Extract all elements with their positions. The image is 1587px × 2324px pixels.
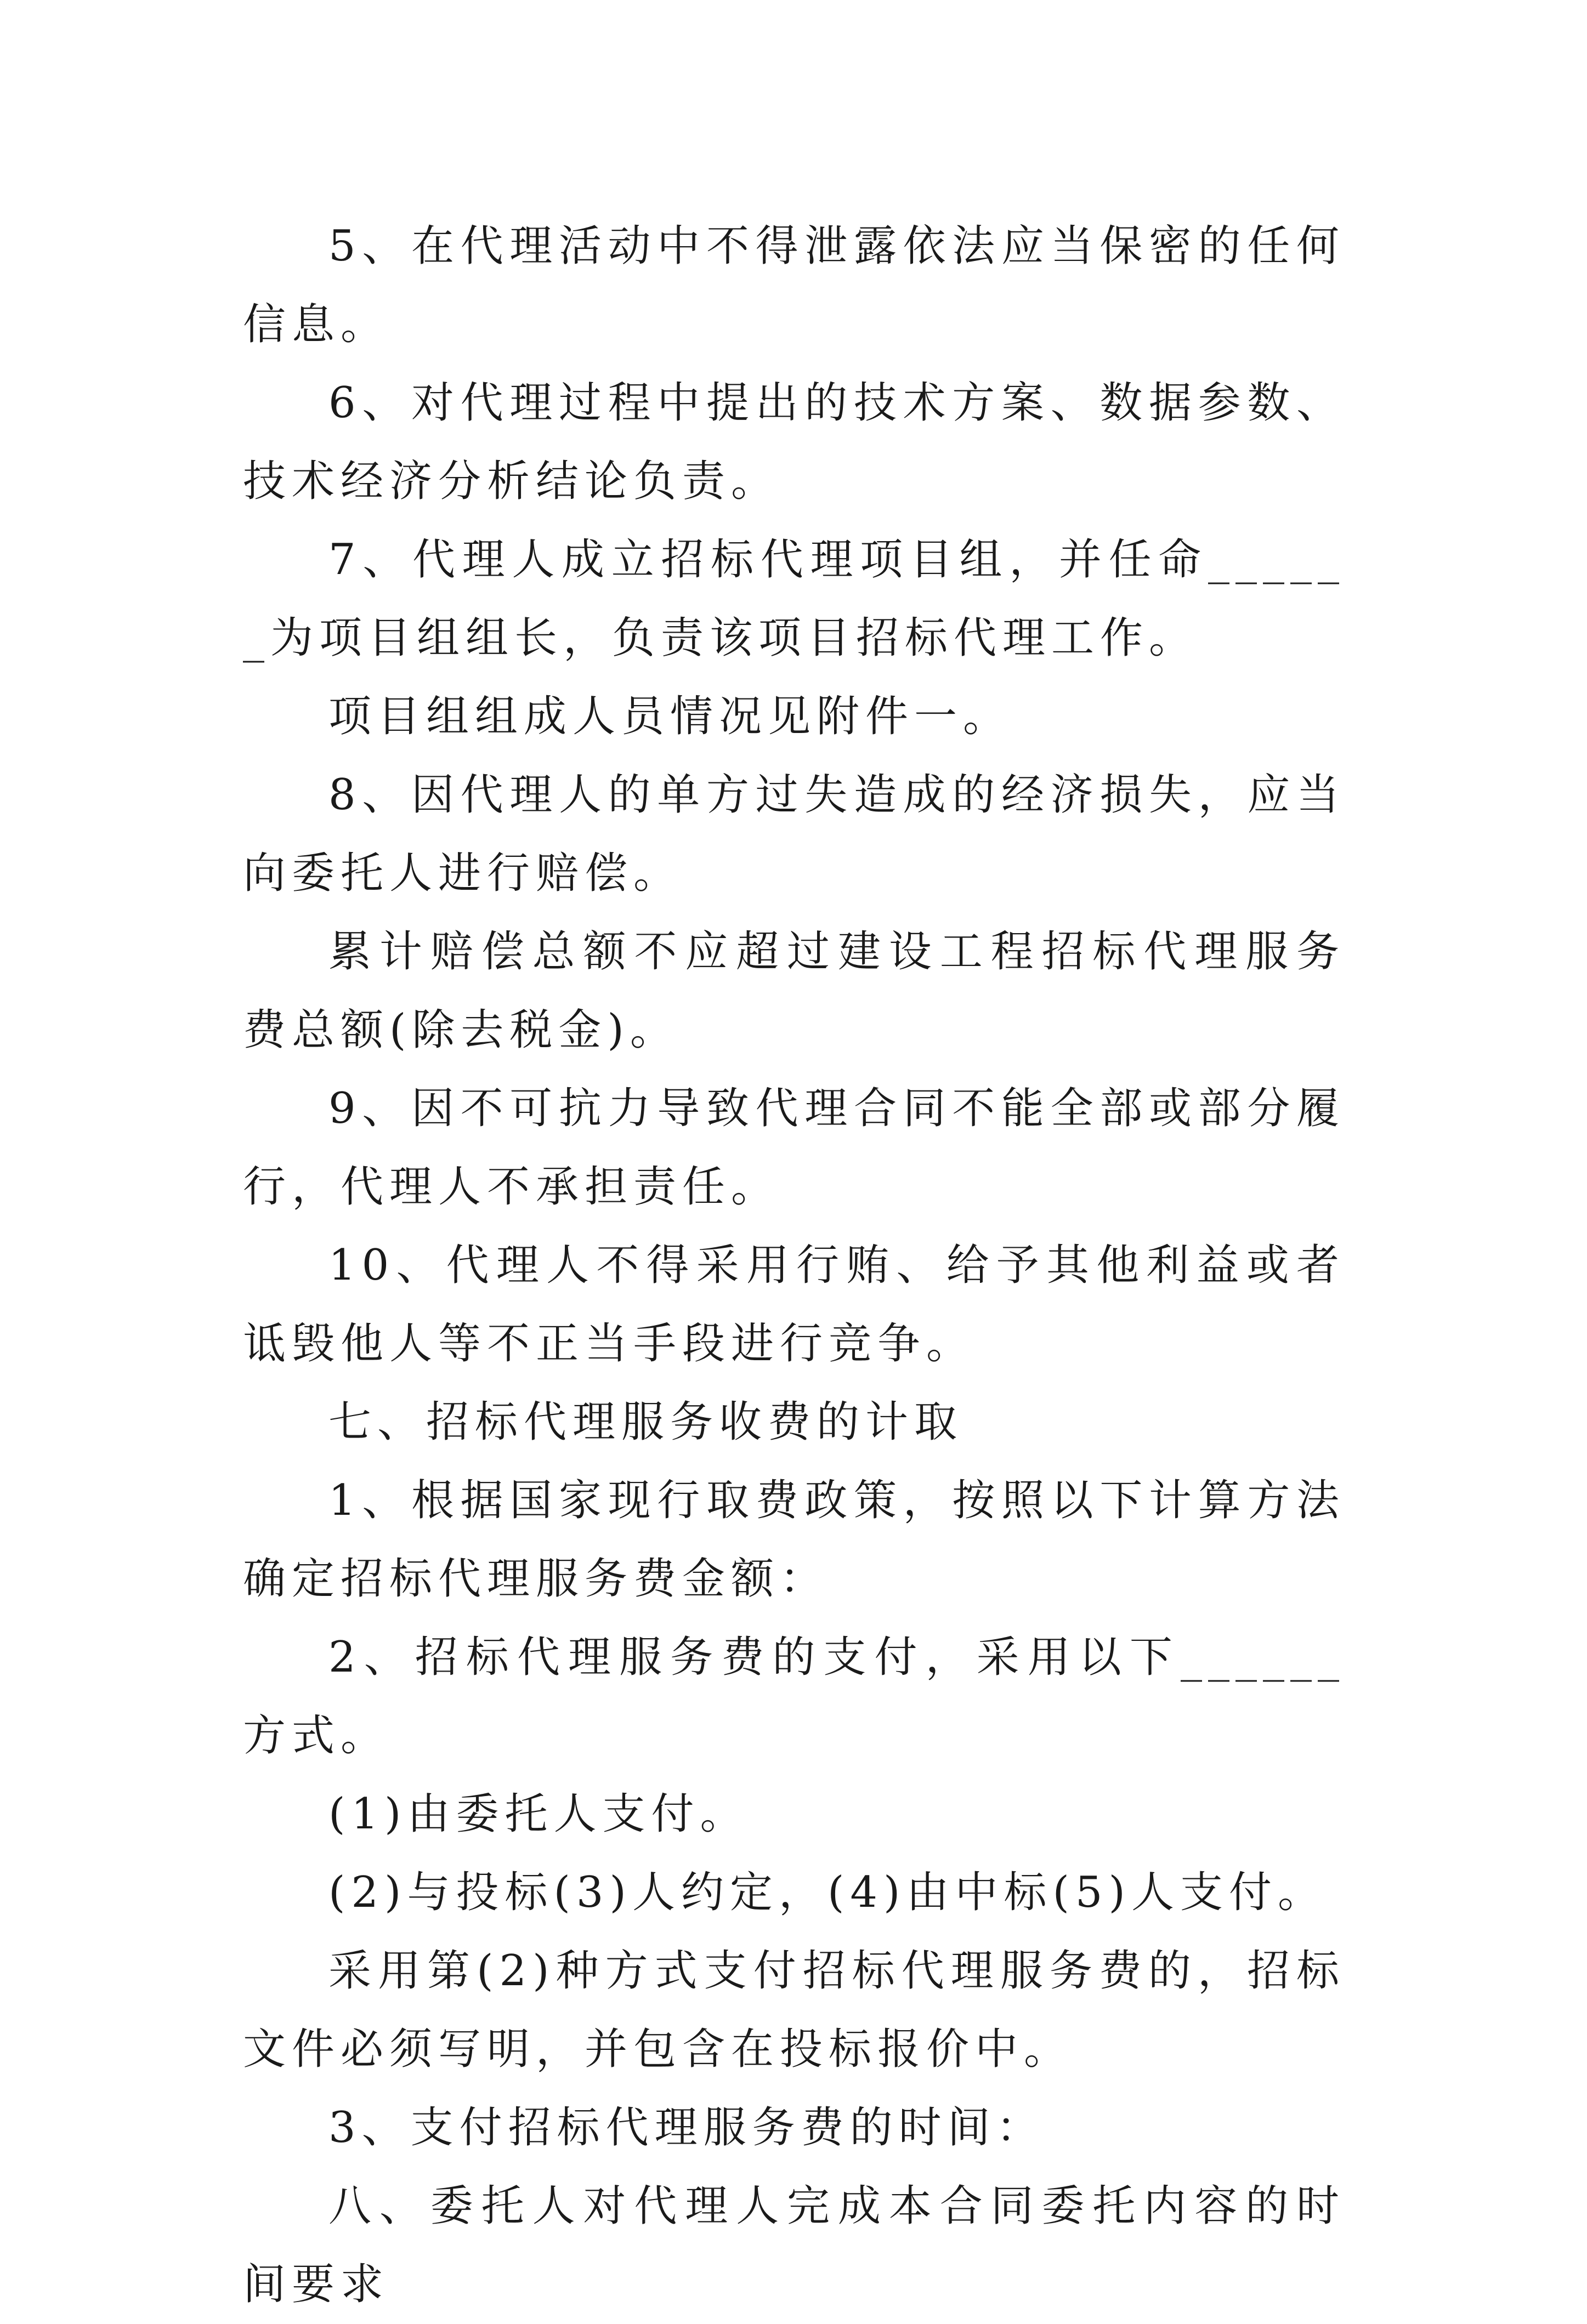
paragraph-option-2: (2)与投标(3)人约定，(4)由中标(5)人支付。 bbox=[328, 1868, 1327, 1917]
paragraph-clause-10: 10、代理人不得采用行贿、给予其他利益或者诋毁他人等不正当手段进行竞争。 bbox=[243, 1241, 1345, 1368]
paragraph-fee-payment-method: 2、招标代理服务费的支付，采用以下______方式。 bbox=[243, 1633, 1345, 1760]
document-body bbox=[243, 207, 1345, 2324]
paragraph-clause-7: 7、代理人成立招标代理项目组，并任命______为项目组组长，负责该项目招标代理工作。 bbox=[243, 535, 1345, 663]
paragraph-clause-9: 9、因不可抗力导致代理合同不能全部或部分履行，代理人不承担责任。 bbox=[243, 1084, 1345, 1212]
paragraph-team-members-note: 项目组组成人员情况见附件一。 bbox=[328, 692, 1012, 741]
paragraph-clause-5: 5、在代理活动中不得泄露依法应当保密的任何信息。 bbox=[243, 221, 1345, 349]
section-heading-time-requirements: 八、委托人对代理人完成本合同委托内容的时间要求 bbox=[243, 2181, 1345, 2309]
section-heading-fees: 七、招标代理服务收费的计取 bbox=[328, 1397, 963, 1447]
paragraph-clause-6: 6、对代理过程中提出的技术方案、数据参数、技术经济分析结论负责。 bbox=[243, 378, 1345, 506]
paragraph-compensation-cap: 累计赔偿总额不应超过建设工程招标代理服务费总额(除去税金)。 bbox=[243, 927, 1345, 1055]
paragraph-payment-time: 3、支付招标代理服务费的时间： bbox=[328, 2103, 1045, 2152]
paragraph-option-1: (1)由委托人支付。 bbox=[328, 1789, 749, 1839]
paragraph-option-2-note: 采用第(2)种方式支付招标代理服务费的，招标文件必须写明，并包含在投标报价中。 bbox=[243, 1946, 1345, 2074]
paragraph-fee-calculation: 1、根据国家现行取费政策，按照以下计算方法确定招标代理服务费金额： bbox=[243, 1476, 1345, 1604]
paragraph-clause-8: 8、因代理人的单方过失造成的经济损失，应当向委托人进行赔偿。 bbox=[243, 770, 1345, 898]
